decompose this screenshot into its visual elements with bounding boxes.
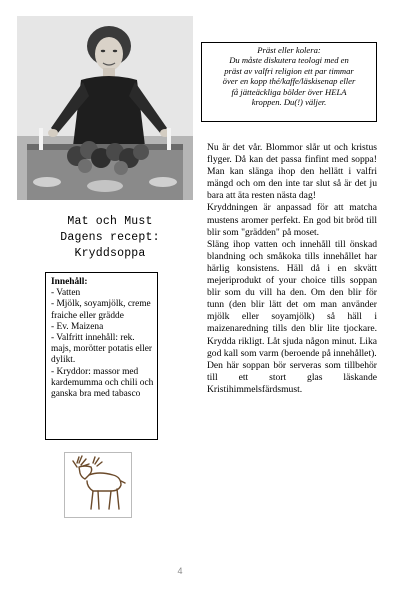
- quote-line: få jätteäckliga bölder över HELA: [231, 86, 347, 97]
- section-subtitle: Dagens recept:: [60, 231, 160, 244]
- quote-line: Du måste diskutera teologi med en: [229, 55, 349, 66]
- quote-box: [201, 42, 377, 122]
- quote-line: Präst eller kolera:: [257, 45, 321, 55]
- article-paragraph: Släng ihop vatten och innehåll till önskad blandning och småkoka tills innehållet har härlig konsistens. Häll då i en skvätt mejeriprodukt of your choice tills soppan blir som du vill ha den. Om den blir för tunn (den blir lätt det om man använder mjölk eller soyamjölk) så häll i maizenaredning tills den blir lite tjockare. Krydda rikligt. Låt sjuda någon minut. Lika god kall som varm (beroende på innehållet).: [207, 238, 377, 359]
- ingredients-box: [45, 272, 158, 440]
- ingredient-item: - Valfritt innehåll: rek. majs, morötter potatis eller dylikt.: [51, 333, 153, 366]
- vintage-photo: [17, 16, 193, 200]
- moose-drawing: [64, 452, 132, 518]
- article-body: [207, 142, 377, 396]
- woman-at-table-illustration: [17, 16, 193, 200]
- quote-line: präst av valfri religion ett par timmar: [224, 65, 354, 76]
- ingredient-item: - Vatten: [51, 288, 81, 299]
- article-paragraph: Nu är det vår. Blommor slår ut och kristus flyger. Då kan det passa finfint med soppa! Man kan slänga ihop den hellätt i valfri mängd och om den inte tar slut så är det ju bara att äta resten nästa dag!: [207, 142, 377, 202]
- ingredient-item: - Ev. Maizena: [51, 321, 104, 332]
- ingredient-item: - Mjölk, soyamjölk, creme fraiche eller grädde: [51, 299, 151, 321]
- ingredients-title: Innehåll:: [51, 277, 88, 287]
- ingredient-item: - Kryddor: massor med kardemumma och chili och ganska bra med tabasco: [51, 366, 154, 400]
- quote-line: kroppen. Du(!) väljer.: [251, 97, 327, 108]
- article-paragraph: Kryddningen är anpassad för att matcha mustens aromer perfekt. En god bit bröd till blir som "grädden" på moset.: [207, 202, 377, 238]
- recipe-heading: [30, 214, 190, 262]
- page-number: 4: [177, 566, 183, 576]
- recipe-name: Kryddsoppa: [74, 247, 146, 260]
- section-title: Mat och Must: [67, 215, 153, 228]
- moose-icon: [65, 453, 131, 517]
- article-paragraph: Den här soppan bör serveras som tillbehör till ett stort glas läskande Kristihimmelsfärdsmust.: [207, 359, 377, 395]
- quote-line: över en kopp thé/kaffe/läskisenap eller: [222, 76, 356, 87]
